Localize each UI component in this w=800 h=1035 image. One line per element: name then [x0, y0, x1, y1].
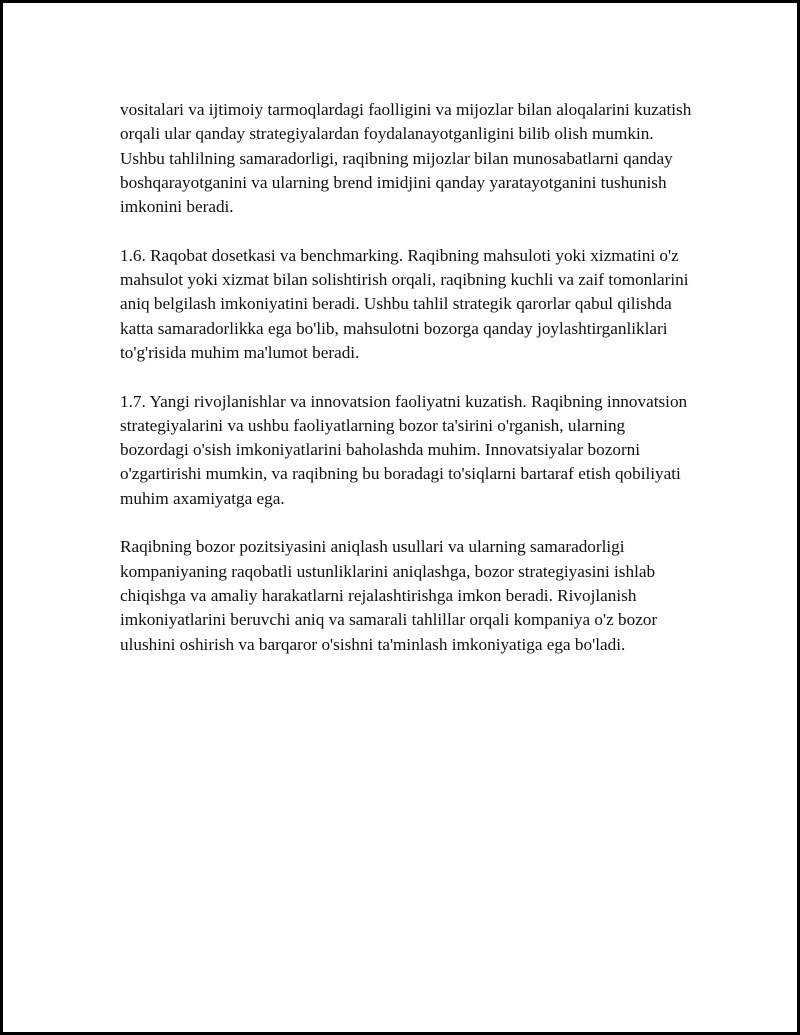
paragraph-continuation: vositalari va ijtimoiy tarmoqlardagi faolligini va mijozlar bilan aloqalarini kuzatish orqali ular qanday strategiyalardan foydalanayotganligini bilib olish mumkin. Ushbu tahlilning samaradorligi, raqibning mijozlar bilan munosabatlarni qanday boshqarayotganini va ularning brend imidjini qanday yaratayotganini tushunish imkonini beradi. — [120, 100, 692, 217]
document-body — [120, 98, 695, 681]
paragraph-conclusion: Raqibning bozor pozitsiyasini aniqlash usullari va ularning samaradorligi kompaniyaning raqobatli ustunliklarini aniqlashga, bozor strategiyasini ishlab chiqishga va amaliy harakatlarni rejalashtirishga imkon beradi. Rivojlanish imkoniyatlarini beruvchi aniq va samarali tahlillar orqali kompaniya o'z bozor ulushini oshirish va barqaror o'sishni ta'minlash imkoniyatiga ega bo'ladi. — [120, 537, 658, 654]
paragraph-section-1-7: 1.7. Yangi rivojlanishlar va innovatsion faoliyatni kuzatish. Raqibning innovatsion strategiyalarini va ushbu faoliyatlarning bozor ta'sirini o'rganish, ularning bozordagi o'sish imkoniyatlarini baholashda muhim. Innovatsiyalar bozorni o'zgartirishi mumkin, va raqibning bu boradagi to'siqlarni bartaraf etish qobiliyati muhim axamiyatga ega. — [120, 391, 688, 508]
paragraph-section-1-6: 1.6. Raqobat dosetkasi va benchmarking. Raqibning mahsuloti yoki xizmatini o'z mahsulot yoki xizmat bilan solishtirish orqali, raqibning kuchli va zaif tomonlarini aniq belgilash imkoniyatini beradi. Ushbu tahlil strategik qarorlar qabul qilishda katta samaradorlikka ega bo'lib, mahsulotni bozorga qanday joylashtirganliklari to'g'risida muhim ma'lumot beradi. — [120, 245, 689, 362]
